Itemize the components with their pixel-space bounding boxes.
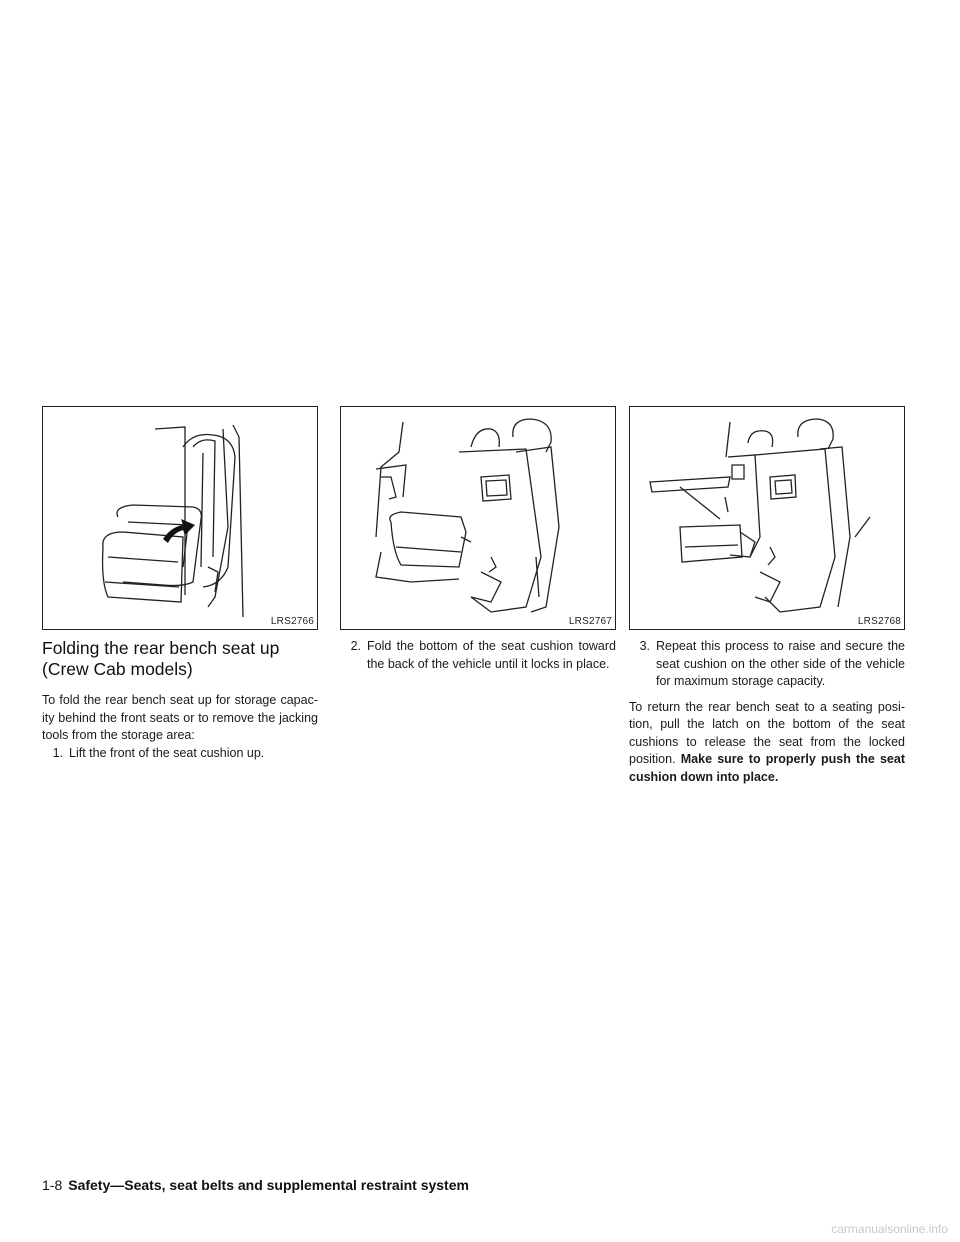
step-1 <box>42 745 318 763</box>
page-footer <box>42 1177 469 1193</box>
figure-code: LRS2768 <box>857 616 901 627</box>
rear-seat-lift-illustration <box>43 407 317 629</box>
figure-seat-cushion-lift <box>42 406 318 630</box>
step-number: 2. <box>350 639 361 653</box>
step-text: Lift the front of the seat cushion up. <box>69 745 265 760</box>
return-paragraph <box>629 699 905 787</box>
figure-seat-cushion-stowed <box>629 406 905 630</box>
return-warning: Make sure to properly push the seat cushion down into place. <box>629 752 905 784</box>
step-2 <box>340 638 616 673</box>
rear-seat-fold-illustration <box>341 407 615 629</box>
step-number: 1. <box>52 745 63 760</box>
page-number: 1-8 <box>42 1177 63 1193</box>
step-text: Repeat this process to raise and secure the seat cushion on the other side of the vehicle for maximum storage capacity. <box>656 639 905 688</box>
rear-seat-stowed-illustration <box>630 407 904 629</box>
column-3 <box>629 638 905 786</box>
section-title: Folding the rear bench seat up (Crew Cab models) <box>42 638 280 679</box>
figure-code: LRS2767 <box>568 616 612 627</box>
figure-seat-cushion-fold <box>340 406 616 630</box>
intro-paragraph: To fold the rear bench seat up for storage capac- ity behind the front seats or to remove the jacking tools from the storage area: <box>42 693 318 742</box>
arrow-icon <box>163 519 195 543</box>
chapter-title: Safety—Seats, seat belts and supplemental restraint system <box>68 1177 469 1193</box>
step-text: Fold the bottom of the seat cushion toward the back of the vehicle until it locks in place. <box>367 639 616 671</box>
column-1 <box>42 638 318 762</box>
watermark: carmanualsonline.info <box>831 1222 948 1236</box>
figure-code: LRS2766 <box>270 616 314 627</box>
column-2 <box>340 638 616 673</box>
return-text: To return the rear bench seat to a seating posi- tion, pull the latch on the bottom of the seat cushions to release the seat from the locked position. <box>629 699 905 766</box>
step-number: 3. <box>639 639 650 653</box>
step-3 <box>629 638 905 691</box>
